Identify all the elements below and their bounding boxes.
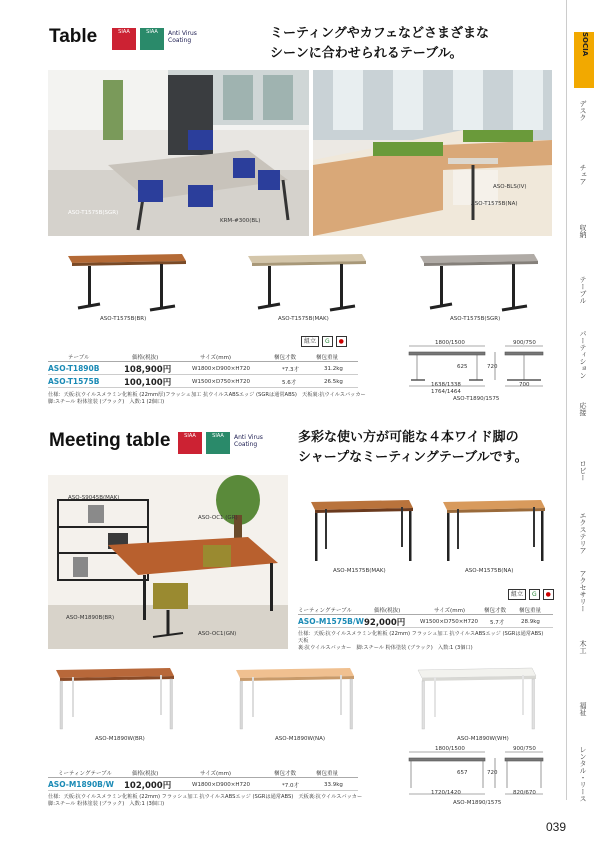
section-title-table: Table: [49, 26, 98, 47]
sidebar-item-socia[interactable]: SOCIA: [574, 32, 594, 88]
green-mark-icon: G: [322, 336, 333, 347]
japan-flag-icon: ●: [336, 336, 347, 347]
product-image-meeting-wh-br: [50, 660, 180, 745]
dimension-diagram: 1800/1500 900/750 625 720 1638/1338 1764/1464 700 ASO-T1890/1575: [403, 340, 553, 412]
product-caption: ASO-M1890W(NA): [275, 736, 326, 742]
sidebar-divider: [566, 0, 567, 800]
photo-caption: ASO-OC1 (GR): [198, 515, 238, 521]
photo-caption: ASO-T1575B(SGR): [68, 210, 119, 216]
spec-note: 仕様：天板:抗ウイルスメラミン化粧板 (22mm) フラッシュ加工 抗ウイルスABSエッジ (SGRは通常ABS) 天板 裏:抗ウイルスバッカー 脚:スチール 粉体塗装 (ブラック) 入数:1 (3個口): [298, 631, 549, 651]
assembly-icon: 組立: [301, 336, 319, 347]
sidebar-item-desk[interactable]: デスク: [579, 100, 587, 121]
section-catchcopy: ミーティングやカフェなどさまざまな シーンに合わせられるテーブル。: [270, 26, 490, 61]
anti-virus-coating-logo: Anti Virus Coating: [234, 434, 263, 448]
photo-cafe-table: [313, 70, 552, 236]
product-caption: ASO-T1575B(SGR): [450, 316, 501, 322]
japan-flag-icon: ●: [543, 589, 554, 600]
sidebar-item-reception[interactable]: 応接: [579, 402, 587, 416]
product-caption: ASO-M1890W(WH): [457, 736, 509, 742]
photo-caption: ASO-M1890B(BR): [66, 615, 115, 621]
siaa-badge: SIAA: [178, 432, 202, 454]
sidebar-item-rental[interactable]: レンタル・リース: [579, 746, 587, 802]
sidebar-item-partition[interactable]: パーティション: [579, 330, 587, 379]
product-image-table-sgr: [412, 248, 542, 322]
sidebar-item-accessory[interactable]: アクセサリー: [579, 570, 587, 612]
photo-meeting-room: [48, 475, 288, 649]
product-caption: ASO-T1575B(MAK): [278, 316, 329, 322]
sidebar-item-exterior[interactable]: エクステリア: [579, 512, 587, 554]
sidebar-item-lobby[interactable]: ロビー: [579, 460, 587, 481]
section-title-meeting-table: Meeting table: [49, 430, 171, 451]
sidebar-item-chair[interactable]: チェア: [579, 164, 587, 185]
siaa-badge: SIAA: [112, 28, 136, 50]
dimension-diagram: 1800/1500 900/750 657 720 1720/1420 820/670 ASO-M1890/1575: [403, 746, 553, 812]
photo-caption: KRM-#300(BL): [220, 218, 261, 224]
spec-row: ASO-M1575B/W 92,000円 W1500×D750×H720 5.7才 28.9kg: [298, 616, 553, 628]
photo-caption: ASO-S9045B(MAK): [68, 495, 120, 501]
sidebar-item-woodwork[interactable]: 木工: [579, 640, 587, 654]
green-mark-icon: G: [529, 589, 540, 600]
anti-virus-coating-logo: Anti Virus Coating: [168, 30, 197, 44]
section-catchcopy: 多彩な使い方が可能な４本ワイド脚の シャープなミーティングテーブルです。: [298, 430, 528, 465]
sidebar-item-storage[interactable]: 収納: [579, 224, 587, 238]
spec-note: 仕様：天板:抗ウイルスメラミン化粧板 (22mm厚)フラッシュ加工 抗ウイルスABSエッジ (SGRは通常ABS) 天板裏:抗ウイルスバッカー 脚:スチール 粉体塗装 (ブラック) 入数:1 (2個口): [48, 392, 366, 405]
sidebar-item-welfare[interactable]: 福祉: [579, 702, 587, 716]
product-image-meeting-wh-wh: [412, 660, 542, 745]
product-caption: ASO-M1575B(MAK): [333, 568, 386, 574]
spec-note: 仕様：天板:抗ウイルスメラミン化粧板 (22mm) フラッシュ加工 抗ウイルスABSエッジ (SGRは通常ABS) 天板裏:抗ウイルスバッカー 脚:スチール 粉体塗装 (ブラック) 入数:1 (3個口): [48, 794, 363, 807]
spec-row: ASO-T1575B 100,100円 W1500×D750×H720 5.6才 26.5kg: [48, 376, 358, 388]
spec-icons: [301, 336, 347, 347]
siaa-badge: SIAA: [206, 432, 230, 454]
photo-caption: ASO-OC1(GN): [198, 631, 237, 637]
product-image-meeting-na: [437, 492, 549, 577]
spec-icons: [508, 589, 554, 600]
sidebar-index: [566, 0, 600, 849]
spec-table-header: テーブル 価格(税抜) サイズ(mm) 梱包才数 梱包重量: [48, 352, 358, 362]
product-caption: ASO-M1890W(BR): [95, 736, 145, 742]
spec-row: ASO-M1890B/W 102,000円 W1800×D900×H720 *7.0才 33.9kg: [48, 779, 358, 791]
siaa-badge: SIAA: [140, 28, 164, 50]
photo-office-table: [48, 70, 309, 236]
product-image-table-mak: [240, 248, 370, 322]
page-number: 039: [546, 820, 567, 834]
product-caption: ASO-T1575B(BR): [100, 316, 147, 322]
sidebar-item-table[interactable]: テーブル: [579, 276, 587, 304]
product-image-table-br: [60, 248, 190, 322]
assembly-icon: 組立: [508, 589, 526, 600]
photo-caption: ASO-BLS(IV): [493, 184, 527, 190]
photo-caption: ASO-T1575B(NA): [471, 201, 518, 207]
spec-row: ASO-T1890B 108,900円 W1800×D900×H720 *7.3才 31.2kg: [48, 363, 358, 375]
spec-table-header: ミーティングテーブル 価格(税抜) サイズ(mm) 梱包才数 梱包重量: [48, 768, 358, 778]
product-image-meeting-wh-na: [230, 660, 360, 745]
spec-table-header: ミーティングテーブル 価格(税抜) サイズ(mm) 梱包才数 梱包重量: [298, 605, 553, 615]
product-image-meeting-mak: [305, 492, 417, 577]
product-caption: ASO-M1575B(NA): [465, 568, 514, 574]
